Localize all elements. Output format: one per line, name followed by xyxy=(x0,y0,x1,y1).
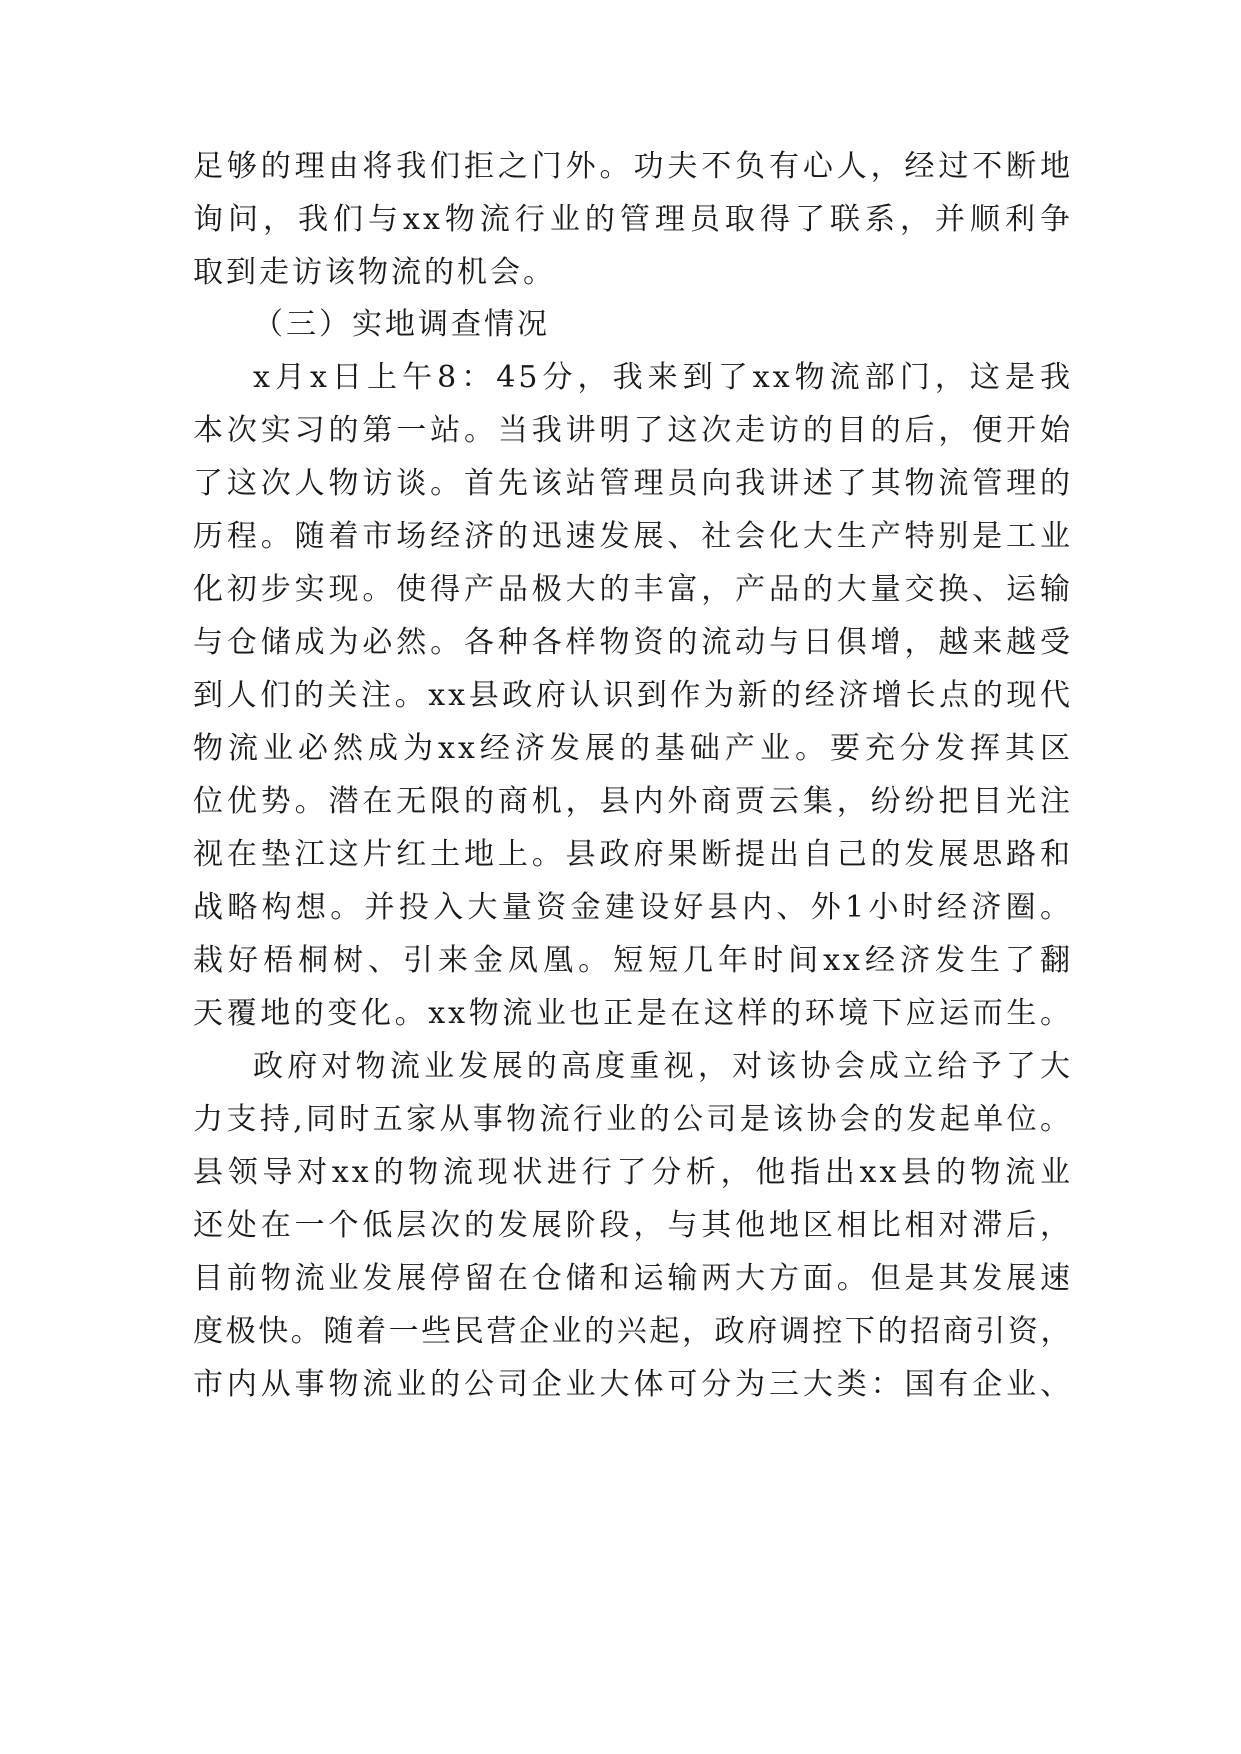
paragraph-2-line-12: 栽好梧桐树、引来金凤凰。短短几年时间xx经济发生了翻 xyxy=(193,943,1073,978)
paragraph-2-line-9: 位优势。潜在无限的商机，县内外商贾云集，纷纷把目光注 xyxy=(193,784,1073,819)
paragraph-3-line-1: 政府对物流业发展的高度重视，对该协会成立给予了大 xyxy=(253,1049,1073,1084)
paragraph-2-line-6: 与仓储成为必然。各种各样物资的流动与日俱增，越来越受 xyxy=(193,625,1073,660)
paragraph-3-line-6: 度极快。随着一些民营企业的兴起，政府调控下的招商引资， xyxy=(193,1314,1073,1349)
paragraph-3-line-7: 市内从事物流业的公司企业大体可分为三大类：国有企业、 xyxy=(193,1367,1073,1402)
section-heading: （三）实地调查情况 xyxy=(253,307,550,342)
paragraph-2-line-13: 天覆地的变化。xx物流业也正是在这样的环境下应运而生。 xyxy=(193,996,1073,1031)
paragraph-2-line-8: 物流业必然成为xx经济发展的基础产业。要充分发挥其区 xyxy=(193,731,1073,766)
paragraph-2-line-3: 了这次人物访谈。首先该站管理员向我讲述了其物流管理的 xyxy=(193,466,1073,501)
paragraph-1-line-1: 足够的理由将我们拒之门外。功夫不负有心人，经过不断地 xyxy=(193,149,1073,184)
paragraph-1-line-2: 询问，我们与xx物流行业的管理员取得了联系，并顺利争 xyxy=(193,202,1073,237)
paragraph-2-line-10: 视在垫江这片红土地上。县政府果断提出自己的发展思路和 xyxy=(193,837,1073,872)
paragraph-2-line-5: 化初步实现。使得产品极大的丰富，产品的大量交换、运输 xyxy=(193,572,1073,607)
paragraph-2-line-4: 历程。随着市场经济的迅速发展、社会化大生产特别是工业 xyxy=(193,519,1073,554)
paragraph-2-line-1: x月x日上午8：45分，我来到了xx物流部门，这是我 xyxy=(253,360,1073,395)
paragraph-3-line-2: 力支持,同时五家从事物流行业的公司是该协会的发起单位。 xyxy=(193,1102,1073,1137)
paragraph-2-line-11: 战略构想。并投入大量资金建设好县内、外1小时经济圈。 xyxy=(193,890,1073,925)
paragraph-3-line-3: 县领导对xx的物流现状进行了分析，他指出xx县的物流业 xyxy=(193,1155,1073,1190)
paragraph-2-line-2: 本次实习的第一站。当我讲明了这次走访的目的后，便开始 xyxy=(193,413,1073,448)
paragraph-2-line-7: 到人们的关注。xx县政府认识到作为新的经济增长点的现代 xyxy=(193,678,1073,713)
paragraph-3-line-4: 还处在一个低层次的发展阶段，与其他地区相比相对滞后， xyxy=(193,1208,1073,1243)
paragraph-3-line-5: 目前物流业发展停留在仓储和运输两大方面。但是其发展速 xyxy=(193,1261,1073,1296)
paragraph-1-line-3: 取到走访该物流的机会。 xyxy=(193,255,556,290)
